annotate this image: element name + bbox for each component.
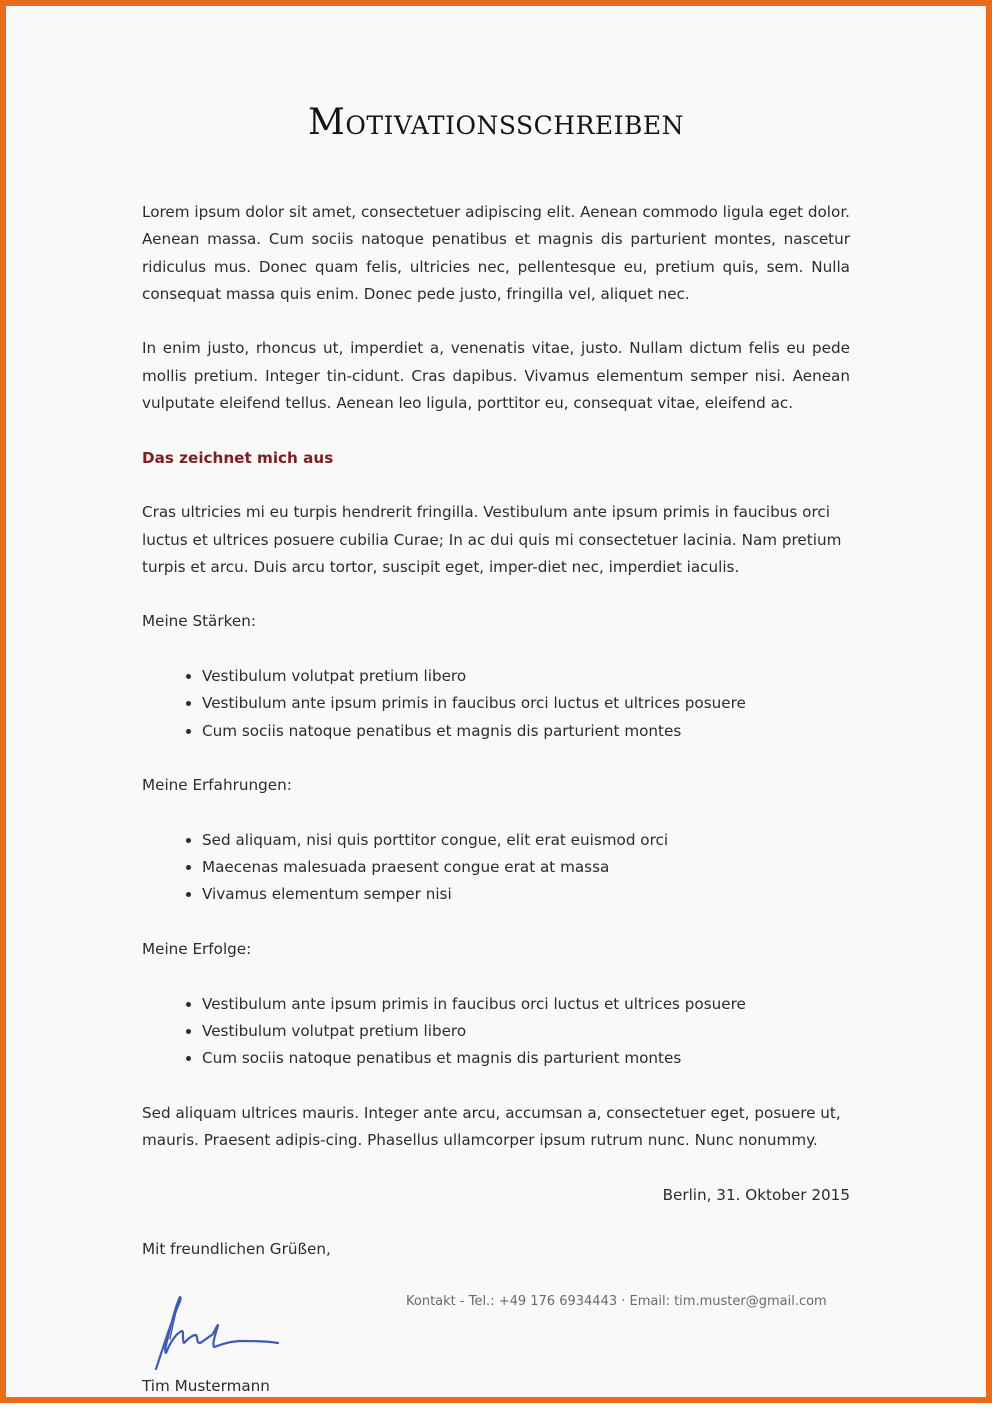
achievements-list [142,991,850,1073]
list-item: • Vestibulum ante ipsum primis in faucibus orci luctus et ultrices posuere [202,991,850,1018]
signer-name: Tim Mustermann [142,1376,270,1395]
list-item: • Sed aliquam, nisi quis porttitor congue, elit erat euismod orci [202,827,850,854]
contact-footer: Kontakt - Tel.: +49 176 6934443 · Email: tim.muster@gmail.com [406,1294,827,1309]
letter-body [142,199,850,1427]
achievements-label: Meine Erfolge: [142,940,252,959]
intro-paragraph: Lorem ipsum dolor sit amet, consectetuer adipiscing elit. Aenean commodo ligula eget dolor. Aenean massa. Cum sociis natoque penatibus et magnis dis parturient montes, nascetur ridiculus mus. Donec quam felis, ultricies nec, pellentesque eu, pretium quis, sem. Nulla consequat massa quis enim. Donec pede justo, fringilla vel, aliquet nec. [142,203,850,303]
third-paragraph: Cras ultricies mi eu turpis hendrerit fringilla. Vestibulum ante ipsum primis in faucibus orci luctus et ultrices posuere cubilia Curae; In ac dui quis mi consectetuer lacinia. Nam pretium turpis et arcu. Duis arcu tortor, suscipit eget, imper-diet nec, imperdiet iaculis. [142,503,842,576]
list-item: • Vestibulum volutpat pretium libero [202,663,850,690]
closing-paragraph: Sed aliquam ultrices mauris. Integer ante arcu, accumsan a, consectetuer eget, posuere ut, mauris. Praesent adipis-cing. Phasellus ullamcorper ipsum rutrum nunc. Nunc nonummy. [142,1103,841,1150]
handwritten-signature [142,1291,292,1373]
list-item: • Cum sociis natoque penatibus et magnis dis parturient montes [202,1045,850,1072]
second-paragraph: In enim justo, rhoncus ut, imperdiet a, venenatis vitae, justo. Nullam dictum felis eu pede mollis pretium. Integer tin-cidunt. Cras dapibus. Vivamus elementum semper nisi. Aenean vulputate eleifend tellus. Aenean leo ligula, porttitor eu, consequat vitae, eleifend ac. [142,339,850,413]
experience-list [142,827,850,909]
section-heading: Das zeichnet mich aus [142,448,334,467]
experience-label: Meine Erfahrungen: [142,776,292,795]
closing-greeting: Mit freundlichen Grüßen, [142,1240,331,1259]
strengths-list [142,663,850,745]
list-item: • Maecenas malesuada praesent congue erat at massa [202,854,850,881]
list-item: • Vestibulum ante ipsum primis in faucibus orci luctus et ultrices posuere [202,690,850,717]
list-item: • Vestibulum volutpat pretium libero [202,1018,850,1045]
place-date: Berlin, 31. Oktober 2015 [662,1185,850,1204]
list-item: • Cum sociis natoque penatibus et magnis dis parturient montes [202,718,850,745]
list-item: • Vivamus elementum semper nisi [202,881,850,908]
strengths-label: Meine Stärken: [142,612,256,631]
document-title: Motivationsschreiben [307,102,685,143]
